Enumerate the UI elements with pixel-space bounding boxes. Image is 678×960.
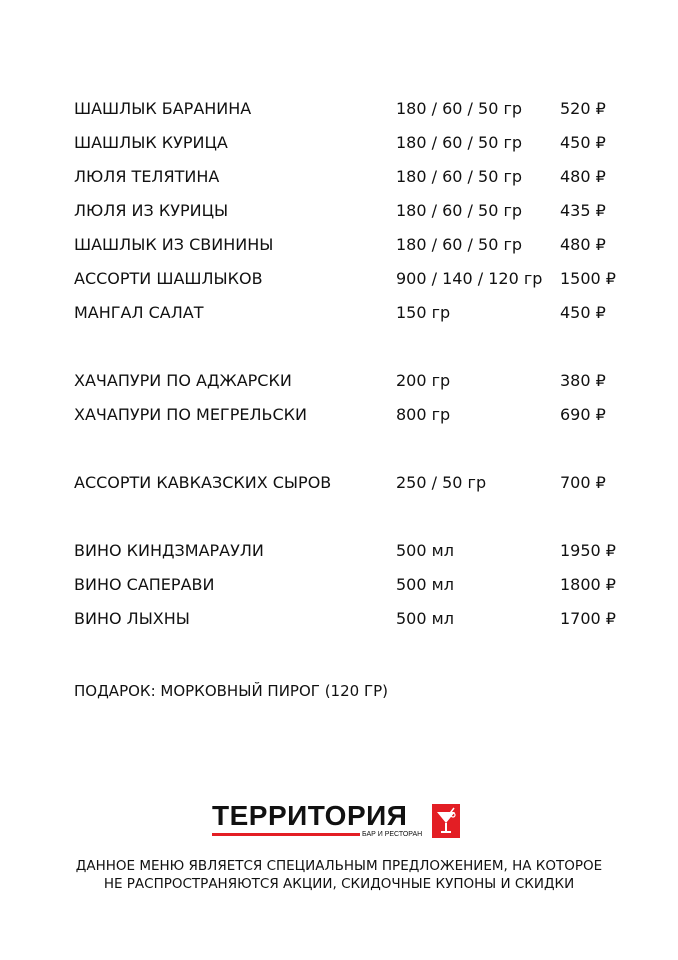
dish-price: 480 ₽ [560,235,606,254]
dish-weight: 180 / 60 / 50 гр [396,201,523,220]
dish-weight: 180 / 60 / 50 гр [396,167,523,186]
logo-title: ТЕРРИТОРИЯ [212,800,408,831]
dish-weight: 500 мл [396,575,454,594]
menu-item [74,267,634,301]
menu-item [74,471,634,505]
menu-item [74,573,634,607]
dish-price: 690 ₽ [560,405,606,424]
cocktail-glass-icon [432,804,460,838]
gift-note: ПОДАРОК: МОРКОВНЫЙ ПИРОГ (120 ГР) [74,682,388,700]
menu-item [74,199,634,233]
dish-name: АССОРТИ ШАШЛЫКОВ [74,269,263,288]
dish-weight: 180 / 60 / 50 гр [396,99,523,118]
dish-name: ВИНО КИНДЗМАРАУЛИ [74,541,264,560]
dish-price: 480 ₽ [560,167,606,186]
dish-name: ШАШЛЫК ИЗ СВИНИНЫ [74,235,274,254]
dish-price: 1700 ₽ [560,609,616,628]
dish-price: 435 ₽ [560,201,606,220]
menu-item [74,607,634,641]
dish-name: ХАЧАПУРИ ПО АДЖАРСКИ [74,371,292,390]
dish-weight: 150 гр [396,303,451,322]
menu-list [74,97,634,641]
menu-item [74,539,634,573]
dish-name: ЛЮЛЯ ТЕЛЯТИНА [74,167,220,186]
disclaimer [0,857,678,893]
menu-item [74,165,634,199]
dish-price: 1950 ₽ [560,541,616,560]
dish-price: 380 ₽ [560,371,606,390]
menu-item [74,369,634,403]
dish-price: 450 ₽ [560,133,606,152]
dish-name: ШАШЛЫК БАРАНИНА [74,99,252,118]
dish-weight: 200 гр [396,371,451,390]
dish-weight: 250 / 50 гр [396,473,487,492]
dish-name: ВИНО САПЕРАВИ [74,575,215,594]
dish-weight: 180 / 60 / 50 гр [396,133,523,152]
dish-price: 450 ₽ [560,303,606,322]
dish-price: 520 ₽ [560,99,606,118]
menu-item [74,233,634,267]
dish-name: ШАШЛЫК КУРИЦА [74,133,228,152]
dish-weight: 500 мл [396,541,454,560]
dish-name: АССОРТИ КАВКАЗСКИХ СЫРОВ [74,473,332,492]
dish-price: 1500 ₽ [560,269,616,288]
restaurant-logo [212,800,462,846]
dish-name: ХАЧАПУРИ ПО МЕГРЕЛЬСКИ [74,405,307,424]
menu-item [74,403,634,437]
menu-item [74,301,634,335]
dish-weight: 500 мл [396,609,454,628]
dish-weight: 800 гр [396,405,451,424]
disclaimer-line: ДАННОЕ МЕНЮ ЯВЛЯЕТСЯ СПЕЦИАЛЬНЫМ ПРЕДЛОЖЕНИЕМ, НА КОТОРОЕ [75,858,603,874]
menu-item [74,97,634,131]
dish-weight: 180 / 60 / 50 гр [396,235,523,254]
dish-price: 1800 ₽ [560,575,616,594]
disclaimer-line: НЕ РАСПРОСТРАНЯЮТСЯ АКЦИИ, СКИДОЧНЫЕ КУПОНЫ И СКИДКИ [103,876,575,892]
dish-weight: 900 / 140 / 120 гр [396,269,543,288]
dish-price: 700 ₽ [560,473,606,492]
logo-subtitle: БАР И РЕСТОРАН [362,831,423,838]
menu-item [74,131,634,165]
dish-name: ВИНО ЛЫХНЫ [74,609,190,628]
dish-name: ЛЮЛЯ ИЗ КУРИЦЫ [74,201,229,220]
dish-name: МАНГАЛ САЛАТ [74,303,204,322]
logo-underline [212,833,360,836]
